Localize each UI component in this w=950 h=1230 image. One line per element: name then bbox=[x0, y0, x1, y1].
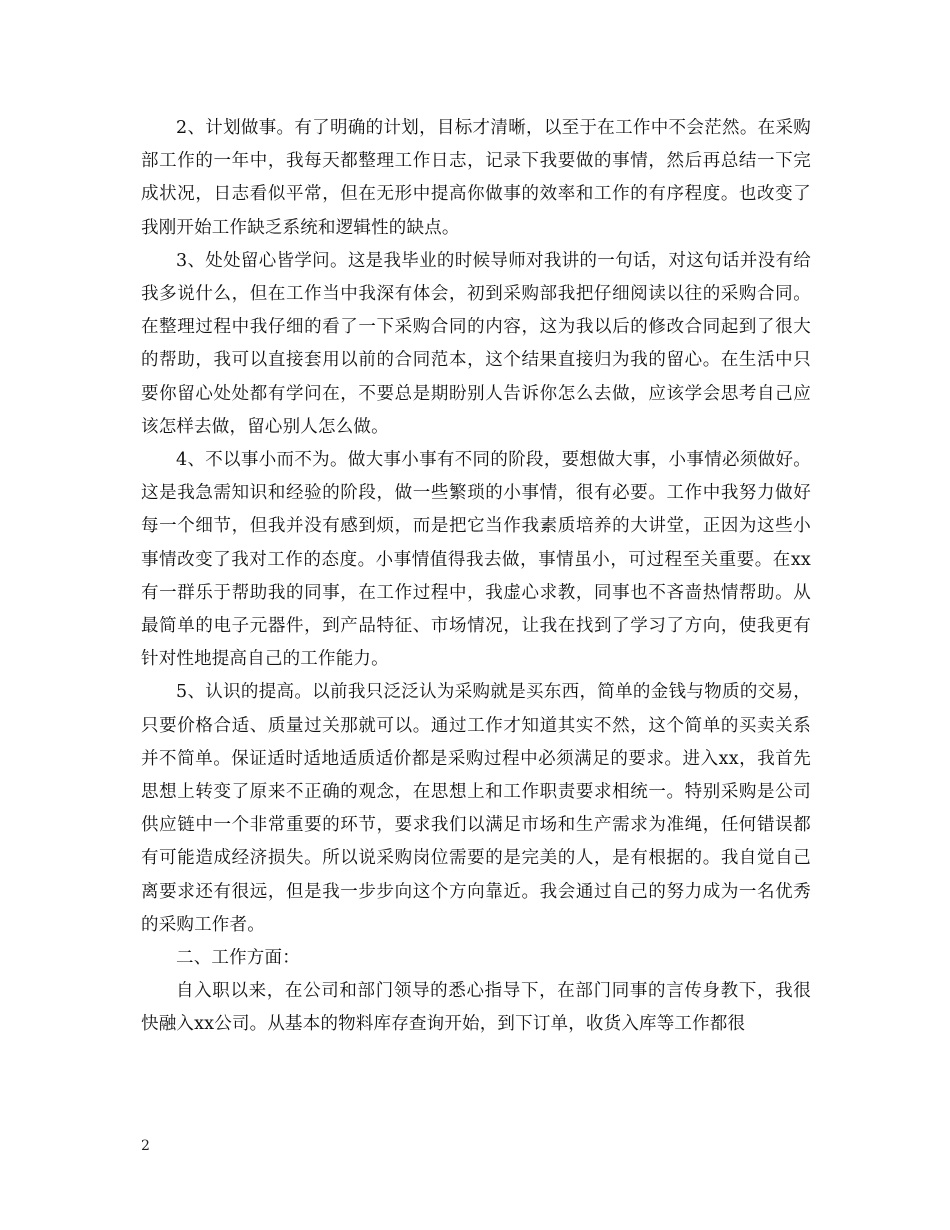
paragraph-attention-learning: 3、处处留心皆学问。这是我毕业的时候导师对我讲的一句话，对这句话并没有给我多说什么，但在工作当中我深有体会，初到采购部我把仔细阅读以往的采购合同。在整理过程中我仔细的看了一下采购合同的内容，这为我以后的修改合同起到了很大的帮助，我可以直接套用以前的合同范本，这个结果直接归为我的留心。在生活中只要你留心处处都有学问在，不要总是期盼别人告诉你怎么去做，应该学会思考自己应该怎样去做，留心别人怎么做。 bbox=[141, 250, 811, 437]
paragraph-small-things: 4、不以事小而不为。做大事小事有不同的阶段，要想做大事，小事情必须做好。这是我急需知识和经验的阶段，做一些繁琐的小事情，很有必要。工作中我努力做好每一个细节，但我并没有感到烦，而是把它当作我素质培养的大讲堂，正因为这些小事情改变了我对工作的态度。小事情值得我去做，事情虽小，可过程至关重要。在xx有一群乐于帮助我的同事，在工作过程中，我虚心求教，同事也不吝啬热情帮助。从最简单的电子元器件，到产品特征、市场情况，让我在找到了学习了方向，使我更有针对性地提高自己的工作能力。 bbox=[141, 450, 811, 670]
document-body bbox=[141, 112, 811, 1042]
paragraph-plan-work: 2、计划做事。有了明确的计划，目标才清晰，以至于在工作中不会茫然。在采购部工作的一年中，我每天都整理工作日志，记录下我要做的事情，然后再总结一下完成状况，日志看似平常，但在无形中提高你做事的效率和工作的有序程度。也改变了我刚开始工作缺乏系统和逻辑性的缺点。 bbox=[141, 118, 811, 238]
paragraph-understanding: 5、认识的提高。以前我只泛泛认为采购就是买东西，简单的金钱与物质的交易，只要价格合适、质量过关那就可以。通过工作才知道其实不然，这个简单的买卖关系并不简单。保证适时适地适质适价都是采购过程中必须满足的要求。进入xx，我首先思想上转变了原来不正确的观念，在思想上和工作职责要求相统一。特别采购是公司供应链中一个非常重要的环节，要求我们以满足市场和生产需求为准绳，任何错误都有可能造成经济损失。所以说采购岗位需要的是完美的人，是有根据的。我自觉自己离要求还有很远，但是我一步步向这个方向靠近。我会通过自己的努力成为一名优秀的采购工作者。 bbox=[141, 682, 811, 935]
paragraph-since-joining: 自入职以来，在公司和部门领导的悉心指导下，在部门同事的言传身教下，我很快融入xx公司。从基本的物料库存查询开始，到下订单，收货入库等工作都很 bbox=[141, 981, 811, 1035]
section-heading-work: 二、工作方面： bbox=[176, 948, 300, 969]
page-number: 2 bbox=[141, 1138, 150, 1154]
